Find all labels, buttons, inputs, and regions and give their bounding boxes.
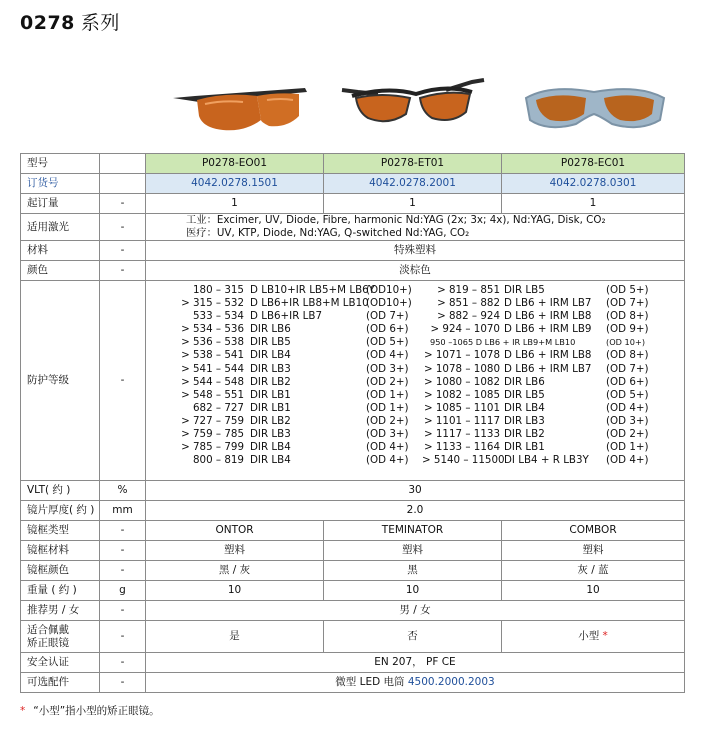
protection-range: > 541 – 544 [181, 362, 244, 375]
protection-range: > 1101 – 1117 [423, 414, 500, 427]
protection-desc: DIR LB5 [504, 284, 545, 296]
protection-desc: D LB6+IR LB7 [250, 310, 322, 323]
protection-od: (OD 3+) [366, 362, 409, 375]
row-material: 材料 - 特殊塑料 [21, 241, 685, 261]
row-order: 订货号 4042.0278.1501 4042.0278.2001 4042.0278.0301 [21, 174, 685, 194]
row-weight: 重量 ( 约 ) g 10 10 10 [21, 581, 685, 601]
protection-od: (OD 4+) [606, 401, 649, 414]
protection-range: > 1117 – 1133 [423, 428, 500, 441]
protection-range: > 882 – 924 [437, 310, 500, 323]
protection-od: (OD 10+) [606, 337, 646, 348]
protection-od: (OD 1+) [366, 388, 409, 401]
row-thickness: 镜片厚度( 约 ) mm 2.0 [21, 501, 685, 521]
protection-range: > 1080 – 1082 [423, 375, 500, 388]
protection-od: (OD 2+) [606, 428, 649, 441]
protection-range: > 544 – 548 [181, 375, 244, 388]
protection-od: (OD 5+) [606, 284, 649, 296]
protection-od: (OD 8+) [606, 349, 649, 362]
protection-range: > 785 – 799 [181, 441, 244, 454]
protection-od: (OD 3+) [606, 414, 649, 427]
protection-od: (OD 6+) [606, 375, 649, 388]
protection-od: (OD 9+) [606, 323, 649, 336]
protection-range: > 538 – 541 [181, 349, 244, 362]
protection-range: 800 – 819 [192, 454, 244, 467]
protection-range: 180 – 315 [192, 284, 244, 296]
series-label: 系列 [80, 12, 120, 34]
protection-desc: DIR LB6 [250, 323, 291, 336]
row-frame-type: 镜框类型 - ONTOR TEMINATOR COMBOR [21, 521, 685, 541]
protection-desc: DIR LB4 [504, 401, 545, 414]
protection-od: (OD 4+) [366, 454, 409, 467]
protection-range: > 1085 – 1101 [423, 401, 500, 414]
order-no-3: 4042.0278.0301 [502, 174, 685, 194]
protection-desc: D LB6 + IRM LB8 [504, 310, 592, 323]
protection-desc: DIR LB3 [250, 362, 291, 375]
protection-desc: D LB10+IR LB5+M LB6Y [250, 284, 375, 296]
protection-levels [146, 281, 684, 480]
protection-desc: D LB6 + IRM LB8 [504, 349, 592, 362]
protection-range: > 759 – 785 [181, 428, 244, 441]
footnote: * “小型”指小型的矫正眼镜。 [20, 705, 160, 717]
protection-range: 682 – 727 [192, 401, 244, 414]
protection-desc: DIR LB2 [504, 428, 545, 441]
protection-od: (OD 6+) [366, 323, 409, 336]
order-no-1: 4042.0278.1501 [146, 174, 324, 194]
protection-range: > 1071 – 1078 [423, 349, 500, 362]
row-gender: 推荐男 / 女 - 男 / 女 [21, 601, 685, 621]
protection-desc: D LB6 + IRM LB9 [504, 323, 592, 336]
product-image-eo01 [165, 70, 315, 140]
protection-od: (OD10+) [366, 284, 412, 296]
protection-range: > 548 – 551 [181, 388, 244, 401]
model-3: P0278-EC01 [502, 154, 685, 174]
protection-range: > 534 – 536 [181, 323, 244, 336]
protection-od: (OD 8+) [606, 310, 649, 323]
row-color: 颜色 - 淡棕色 [21, 261, 685, 281]
protection-desc: DI LB4 + R LB3Y [504, 454, 589, 467]
protection-desc: D LB6 + IRM LB7 [504, 297, 592, 310]
protection-desc: DIR LB5 [250, 336, 291, 349]
row-laser: 适用激光 - 工业：Excimer, UV, Diode, Fibre, harmonic Nd:YAG (2x; 3x; 4x), Nd:YAG, Disk, CO₂ 医疗：UV, KTP, Diode, Nd:YAG, Q-switched Nd:YAG, CO₂ [21, 214, 685, 241]
protection-range: > 924 – 1070 [430, 323, 500, 336]
protection-od: (OD 7+) [366, 310, 409, 323]
page-title [20, 8, 120, 35]
protection-range: 533 – 534 [192, 310, 244, 323]
protection-od: (OD 3+) [366, 428, 409, 441]
protection-range: > 1082 – 1085 [423, 388, 500, 401]
protection-desc: DIR LB3 [504, 414, 545, 427]
protection-desc: DIR LB4 [250, 441, 291, 454]
row-frame-color: 镜框颜色 - 黑 / 灰 黑 灰 / 蓝 [21, 561, 685, 581]
protection-desc: DIR LB1 [250, 388, 291, 401]
protection-od: (OD 4+) [606, 454, 649, 467]
protection-od: (OD 1+) [366, 401, 409, 414]
protection-desc: DIR LB4 [250, 349, 291, 362]
laser-industrial: 工业：Excimer, UV, Diode, Fibre, harmonic Nd:YAG (2x; 3x; 4x), Nd:YAG, Disk, CO₂ [186, 214, 606, 226]
model-2: P0278-ET01 [324, 154, 502, 174]
series-code: 0278 [20, 12, 75, 34]
accessory-text: 微型 LED 电筒 [335, 676, 405, 688]
row-rx: 适合佩戴 矫正眼镜 - 是 否 小型 * [21, 621, 685, 653]
order-no-2: 4042.0278.2001 [324, 174, 502, 194]
rx-footnote-mark: * [602, 630, 608, 642]
protection-od: (OD10+) [366, 297, 412, 310]
protection-desc: 950 –1065 D LB6 + IR LB9+M LB10 [430, 337, 576, 348]
protection-od: (OD 5+) [366, 336, 409, 349]
laser-medical: 医疗：UV, KTP, Diode, Nd:YAG, Q-switched Nd:YAG, CO₂ [186, 227, 470, 239]
protection-desc: DIR LB3 [250, 428, 291, 441]
protection-desc: DIR LB4 [250, 454, 291, 467]
protection-range: > 315 – 532 [181, 297, 244, 310]
row-model: 型号 P0278-EO01 P0278-ET01 P0278-EC01 [21, 154, 685, 174]
protection-desc: DIR LB1 [504, 441, 545, 454]
product-image-et01 [338, 70, 488, 140]
row-frame-material: 镜框材料 - 塑料 塑料 塑料 [21, 541, 685, 561]
protection-od: (OD 2+) [366, 414, 409, 427]
spec-table [20, 153, 685, 693]
protection-desc: D LB6 + IRM LB7 [504, 362, 592, 375]
protection-od: (OD 1+) [606, 441, 649, 454]
protection-od: (OD 7+) [606, 297, 649, 310]
protection-od: (OD 4+) [366, 349, 409, 362]
row-accessory: 可选配件 - 微型 LED 电筒 4500.2000.2003 [21, 673, 685, 693]
protection-desc: DIR LB2 [250, 414, 291, 427]
protection-desc: DIR LB6 [504, 375, 545, 388]
protection-od: (OD 5+) [606, 388, 649, 401]
protection-range: > 851 – 882 [437, 297, 500, 310]
protection-desc: D LB6+IR LB8+M LB10 [250, 297, 369, 310]
row-vlt: VLT( 约 ) % 30 [21, 481, 685, 501]
row-min-qty: 起订量 - 1 1 1 [21, 194, 685, 214]
accessory-code-link[interactable]: 4500.2000.2003 [407, 676, 495, 688]
row-protection: 防护等级 - 180 – 315 D LB10+IR LB5+M LB6Y (OD10+) > 315 – 532 D LB6+IR LB8+M LB10 (OD10+) 533 – 534 D LB6+IR LB7 (OD 7+) > 534 – 536 DIR LB6 (OD 6+) > 536 – 538 DIR LB5 (OD 5+) > 538 – 541 DIR LB4 (OD 4+) > 541 – 544 DIR LB3 (OD 3+) > 544 – 548 DIR LB2 (OD 2+) > 548 – 551 DIR LB1 (OD 1+) 682 – 727 DIR LB1 (OD 1+) > 727 – 759 DIR LB2 (OD 2+) > 759 – 785 DIR LB3 (OD 3+) > 785 – 799 DIR LB4 (OD 4+) 800 – 819 DIR LB4 (OD 4+) > 819 – 851 DIR LB5 (OD 5+) > 851 – 882 D LB6 + IRM LB7 (OD 7+) > 882 – 924 D LB6 + IRM LB8 (OD 8+) > 924 – 1070 D LB6 + IRM LB9 (OD 9+) 950 –1065 D LB6 + IR LB9+M LB10 (OD 10+) > 1071 – 1078 D LB6 + IRM LB8 (OD 8+) > 1078 – 1080 D LB6 + IRM LB7 (OD 7+) > 1080 – 1082 DIR LB6 (OD 6+) > 1082 – 1085 DIR LB5 (OD 5+) > 1085 – 1101 DIR LB4 (OD 4+) > 1101 – 1117 DIR LB3 (OD 3+) > 1117 – 1133 DIR LB2 (OD 2+) > 1133 – 1164 DIR LB1 (OD 1+) > 5140 – 11500 DI LB4 + R LB3Y (OD 4+) [21, 281, 685, 481]
protection-range: > 1133 – 1164 [423, 441, 500, 454]
model-1: P0278-EO01 [146, 154, 324, 174]
protection-desc: DIR LB5 [504, 388, 545, 401]
protection-desc: DIR LB2 [250, 375, 291, 388]
protection-range: > 819 – 851 [437, 284, 500, 296]
protection-od: (OD 7+) [606, 362, 649, 375]
protection-range: > 727 – 759 [181, 414, 244, 427]
protection-od: (OD 2+) [366, 375, 409, 388]
protection-od: (OD 4+) [366, 441, 409, 454]
protection-range: > 1078 – 1080 [423, 362, 500, 375]
protection-desc: DIR LB1 [250, 401, 291, 414]
protection-range: > 5140 – 11500 [422, 454, 505, 467]
protection-range: > 536 – 538 [181, 336, 244, 349]
row-cert: 安全认证 - EN 207， PF CE [21, 653, 685, 673]
product-image-ec01 [520, 70, 670, 140]
